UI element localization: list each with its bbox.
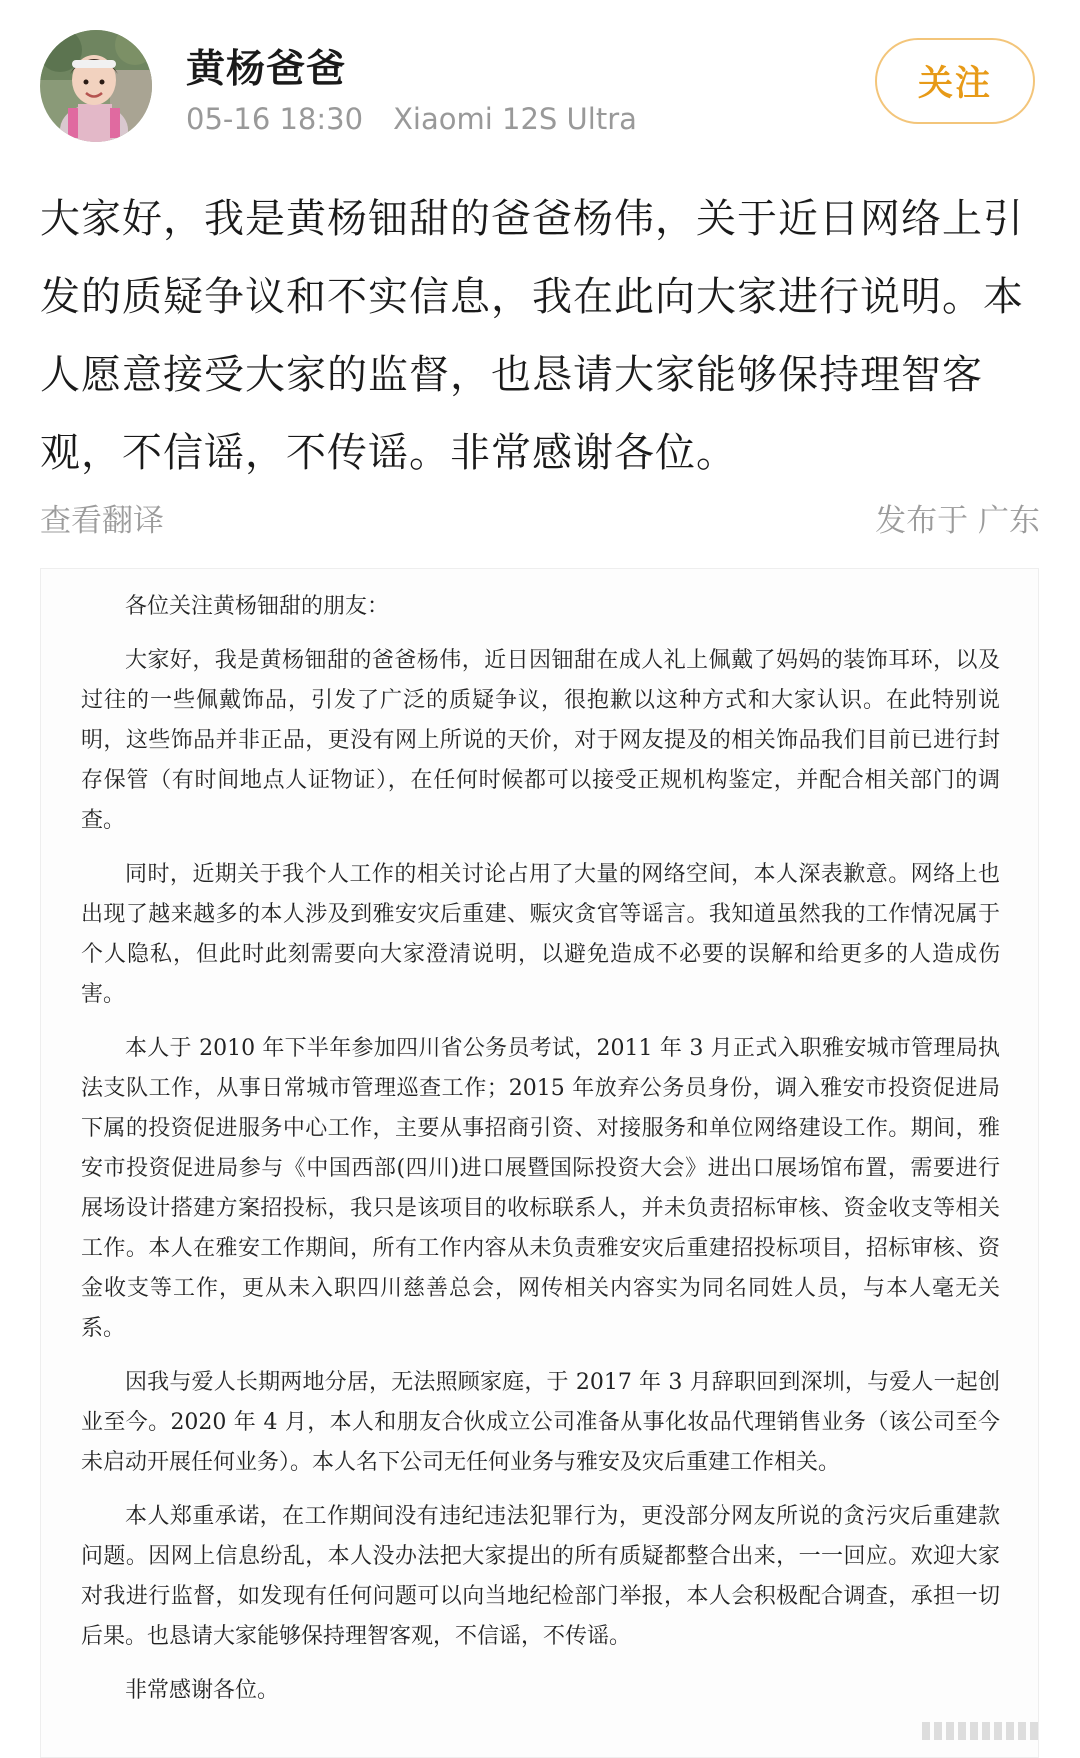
letter-paragraph: 因我与爱人长期两地分居，无法照顾家庭，于 2017 年 3 月辞职回到深圳，与爱人一起创业至今。2020 年 4 月，本人和朋友合伙成立公司准备从事化妆品代理销售业务（该公司至今未启动开展任何业务）。本人名下公司无任何业务与雅安及灾后重建工作相关。 <box>81 1370 1000 1475</box>
post-device: Xiaomi 12S Ultra <box>393 102 637 136</box>
avatar-image <box>40 30 152 142</box>
username[interactable]: 黄杨爸爸 <box>186 47 347 92</box>
post-header <box>0 0 1080 160</box>
letter-greeting: 各位关注黄杨钿甜的朋友： <box>125 594 390 619</box>
watermark-mark <box>922 1722 1042 1740</box>
letter-paragraph: 本人于 2010 年下半年参加四川省公务员考试，2011 年 3 月正式入职雅安城市管理局执法支队工作，从事日常城市管理巡查工作；2015 年放弃公务员身份，调入雅安市投资促进局下属的投资促进服务中心工作，主要从事招商引资、对接服务和单位网络建设工作。期间，雅安市投资促进局参与《中国西部(四川)进口展暨国际投资大会》进出口展场馆布置，需要进行展场设计搭建方案招投标，我只是该项目的收标联系人，并未负责招标审核、资金收支等相关工作。本人在雅安工作期间，所有工作内容从未负责雅安灾后重建招投标项目，招标审核、资金收支等工作，更从未入职四川慈善总会，网传相关内容实为同名同姓人员，与本人毫无关系。 <box>81 1036 1000 1341</box>
post-location: 发布于 广东 <box>875 503 1040 539</box>
post-date: 05-16 18:30 <box>186 102 364 136</box>
letter-paragraph: 大家好，我是黄杨钿甜的爸爸杨伟，近日因钿甜在成人礼上佩戴了妈妈的装饰耳环，以及过往的一些佩戴饰品，引发了广泛的质疑争议，很抱歉以这种方式和大家认识。在此特别说明，这些饰品并非正品，更没有网上所说的天价，对于网友提及的相关饰品我们目前已进行封存保管（有时间地点人证物证），在任何时候都可以接受正规机构鉴定，并配合相关部门的调查。 <box>81 648 1000 833</box>
letter-paragraph: 非常感谢各位。 <box>125 1678 280 1703</box>
post-meta <box>186 102 637 136</box>
avatar[interactable] <box>40 30 152 142</box>
letter-image[interactable] <box>40 568 1039 1758</box>
letter-paragraph: 本人郑重承诺，在工作期间没有违纪违法犯罪行为，更没部分网友所说的贪污灾后重建款问题。因网上信息纷乱，本人没办法把大家提出的所有质疑都整合出来，一一回应。欢迎大家对我进行监督，如发现有任何问题可以向当地纪检部门举报，本人会积极配合调查，承担一切后果。也恳请大家能够保持理智客观，不信谣，不传谣。 <box>81 1504 1000 1649</box>
letter-paragraph: 同时，近期关于我个人工作的相关讨论占用了大量的网络空间，本人深表歉意。网络上也出现了越来越多的本人涉及到雅安灾后重建、赈灾贪官等谣言。我知道虽然我的工作情况属于个人隐私，但此时此刻需要向大家澄清说明，以避免造成不必要的误解和给更多的人造成伤害。 <box>81 862 1000 1007</box>
translate-link[interactable]: 查看翻译 <box>40 503 164 539</box>
follow-button[interactable]: 关注 <box>875 38 1035 124</box>
post-text: 大家好，我是黄杨钿甜的爸爸杨伟，关于近日网络上引发的质疑争议和不实信息，我在此向大家进行说明。本人愿意接受大家的监督，也恳请大家能够保持理智客观，不信谣，不传谣。非常感谢各位。 <box>40 196 1024 476</box>
